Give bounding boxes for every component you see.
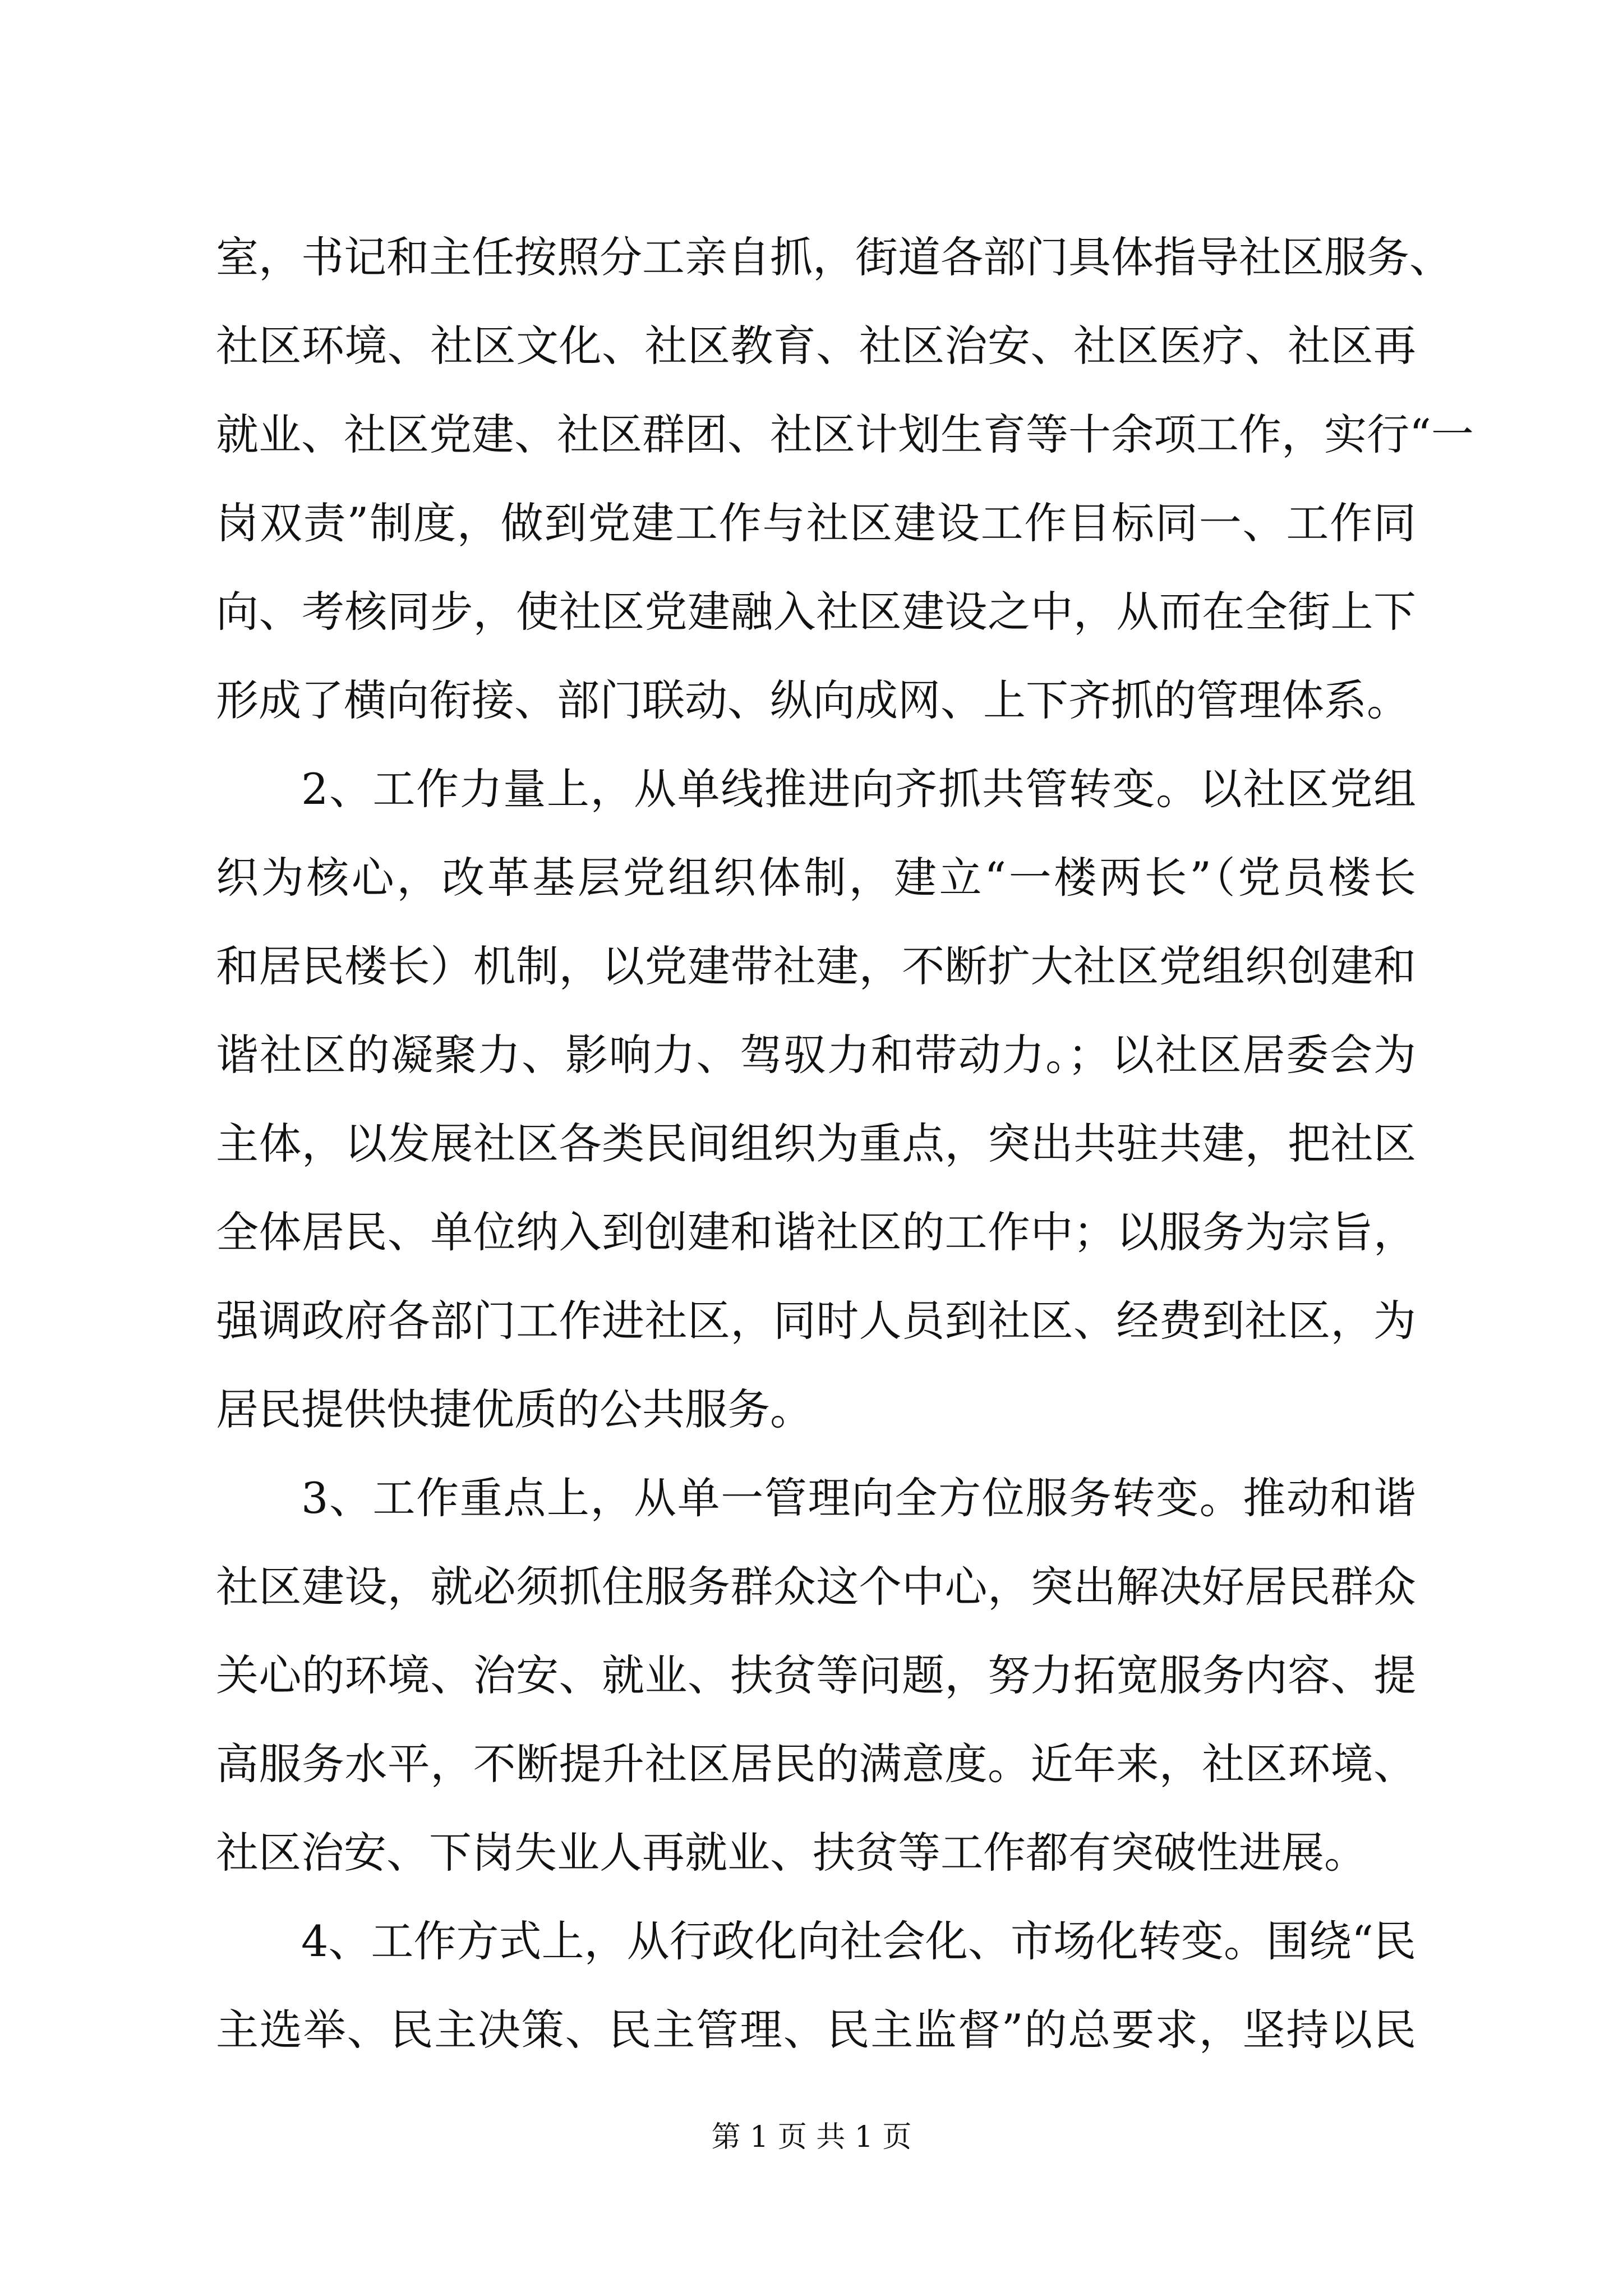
text-line: 2、工作力量上，从单线推进向齐抓共管转变。以社区党组 (301, 764, 1416, 814)
text-line: 就业、社区党建、社区群团、社区计划生育等十余项工作，实行“一 (216, 409, 1474, 459)
text-line: 强调政府各部门工作进社区，同时人员到社区、经费到社区，为 (216, 1296, 1416, 1346)
text-line: 谐社区的凝聚力、影响力、驾驭力和带动力。；以社区居委会为 (216, 1030, 1416, 1080)
text-line: 社区建设，就必须抓住服务群众这个中心，突出解决好居民群众 (216, 1562, 1416, 1612)
page-footer: 第 1 页 共 1 页 (711, 2120, 912, 2154)
text-line: 主选举、民主决策、民主管理、民主监督”的总要求，坚持以民 (216, 2005, 1416, 2055)
text-line: 织为核心，改革基层党组织体制，建立“一楼两长”（党员楼长 (216, 853, 1416, 903)
text-line: 高服务水平，不断提升社区居民的满意度。近年来，社区环境、 (216, 1739, 1416, 1789)
text-line: 岗双责”制度，做到党建工作与社区建设工作目标同一、工作同 (216, 498, 1416, 548)
text-line: 关心的环境、治安、就业、扶贫等问题，努力拓宽服务内容、提 (216, 1650, 1416, 1700)
document-body (216, 213, 1474, 2074)
text-line: 和居民楼长）机制，以党建带社建，不断扩大社区党组织创建和 (216, 941, 1416, 991)
text-line: 室，书记和主任按照分工亲自抓，街道各部门具体指导社区服务、 (216, 232, 1452, 282)
text-line: 居民提供快捷优质的公共服务。 (216, 1384, 813, 1434)
text-line: 全体居民、单位纳入到创建和谐社区的工作中；以服务为宗旨， (216, 1207, 1416, 1257)
text-line: 3、工作重点上，从单一管理向全方位服务转变。推动和谐 (301, 1473, 1416, 1523)
text-line: 向、考核同步，使社区党建融入社区建设之中，从而在全街上下 (216, 587, 1416, 637)
text-line: 主体，以发展社区各类民间组织为重点，突出共驻共建，把社区 (216, 1119, 1416, 1168)
text-line: 4、工作方式上，从行政化向社会化、市场化转变。围绕“民 (301, 1916, 1416, 1966)
text-line: 社区环境、社区文化、社区教育、社区治安、社区医疗、社区再 (216, 321, 1416, 371)
text-line: 社区治安、下岗失业人再就业、扶贫等工作都有突破性进展。 (216, 1828, 1367, 1878)
text-line: 形成了横向衔接、部门联动、纵向成网、上下齐抓的管理体系。 (216, 675, 1409, 725)
